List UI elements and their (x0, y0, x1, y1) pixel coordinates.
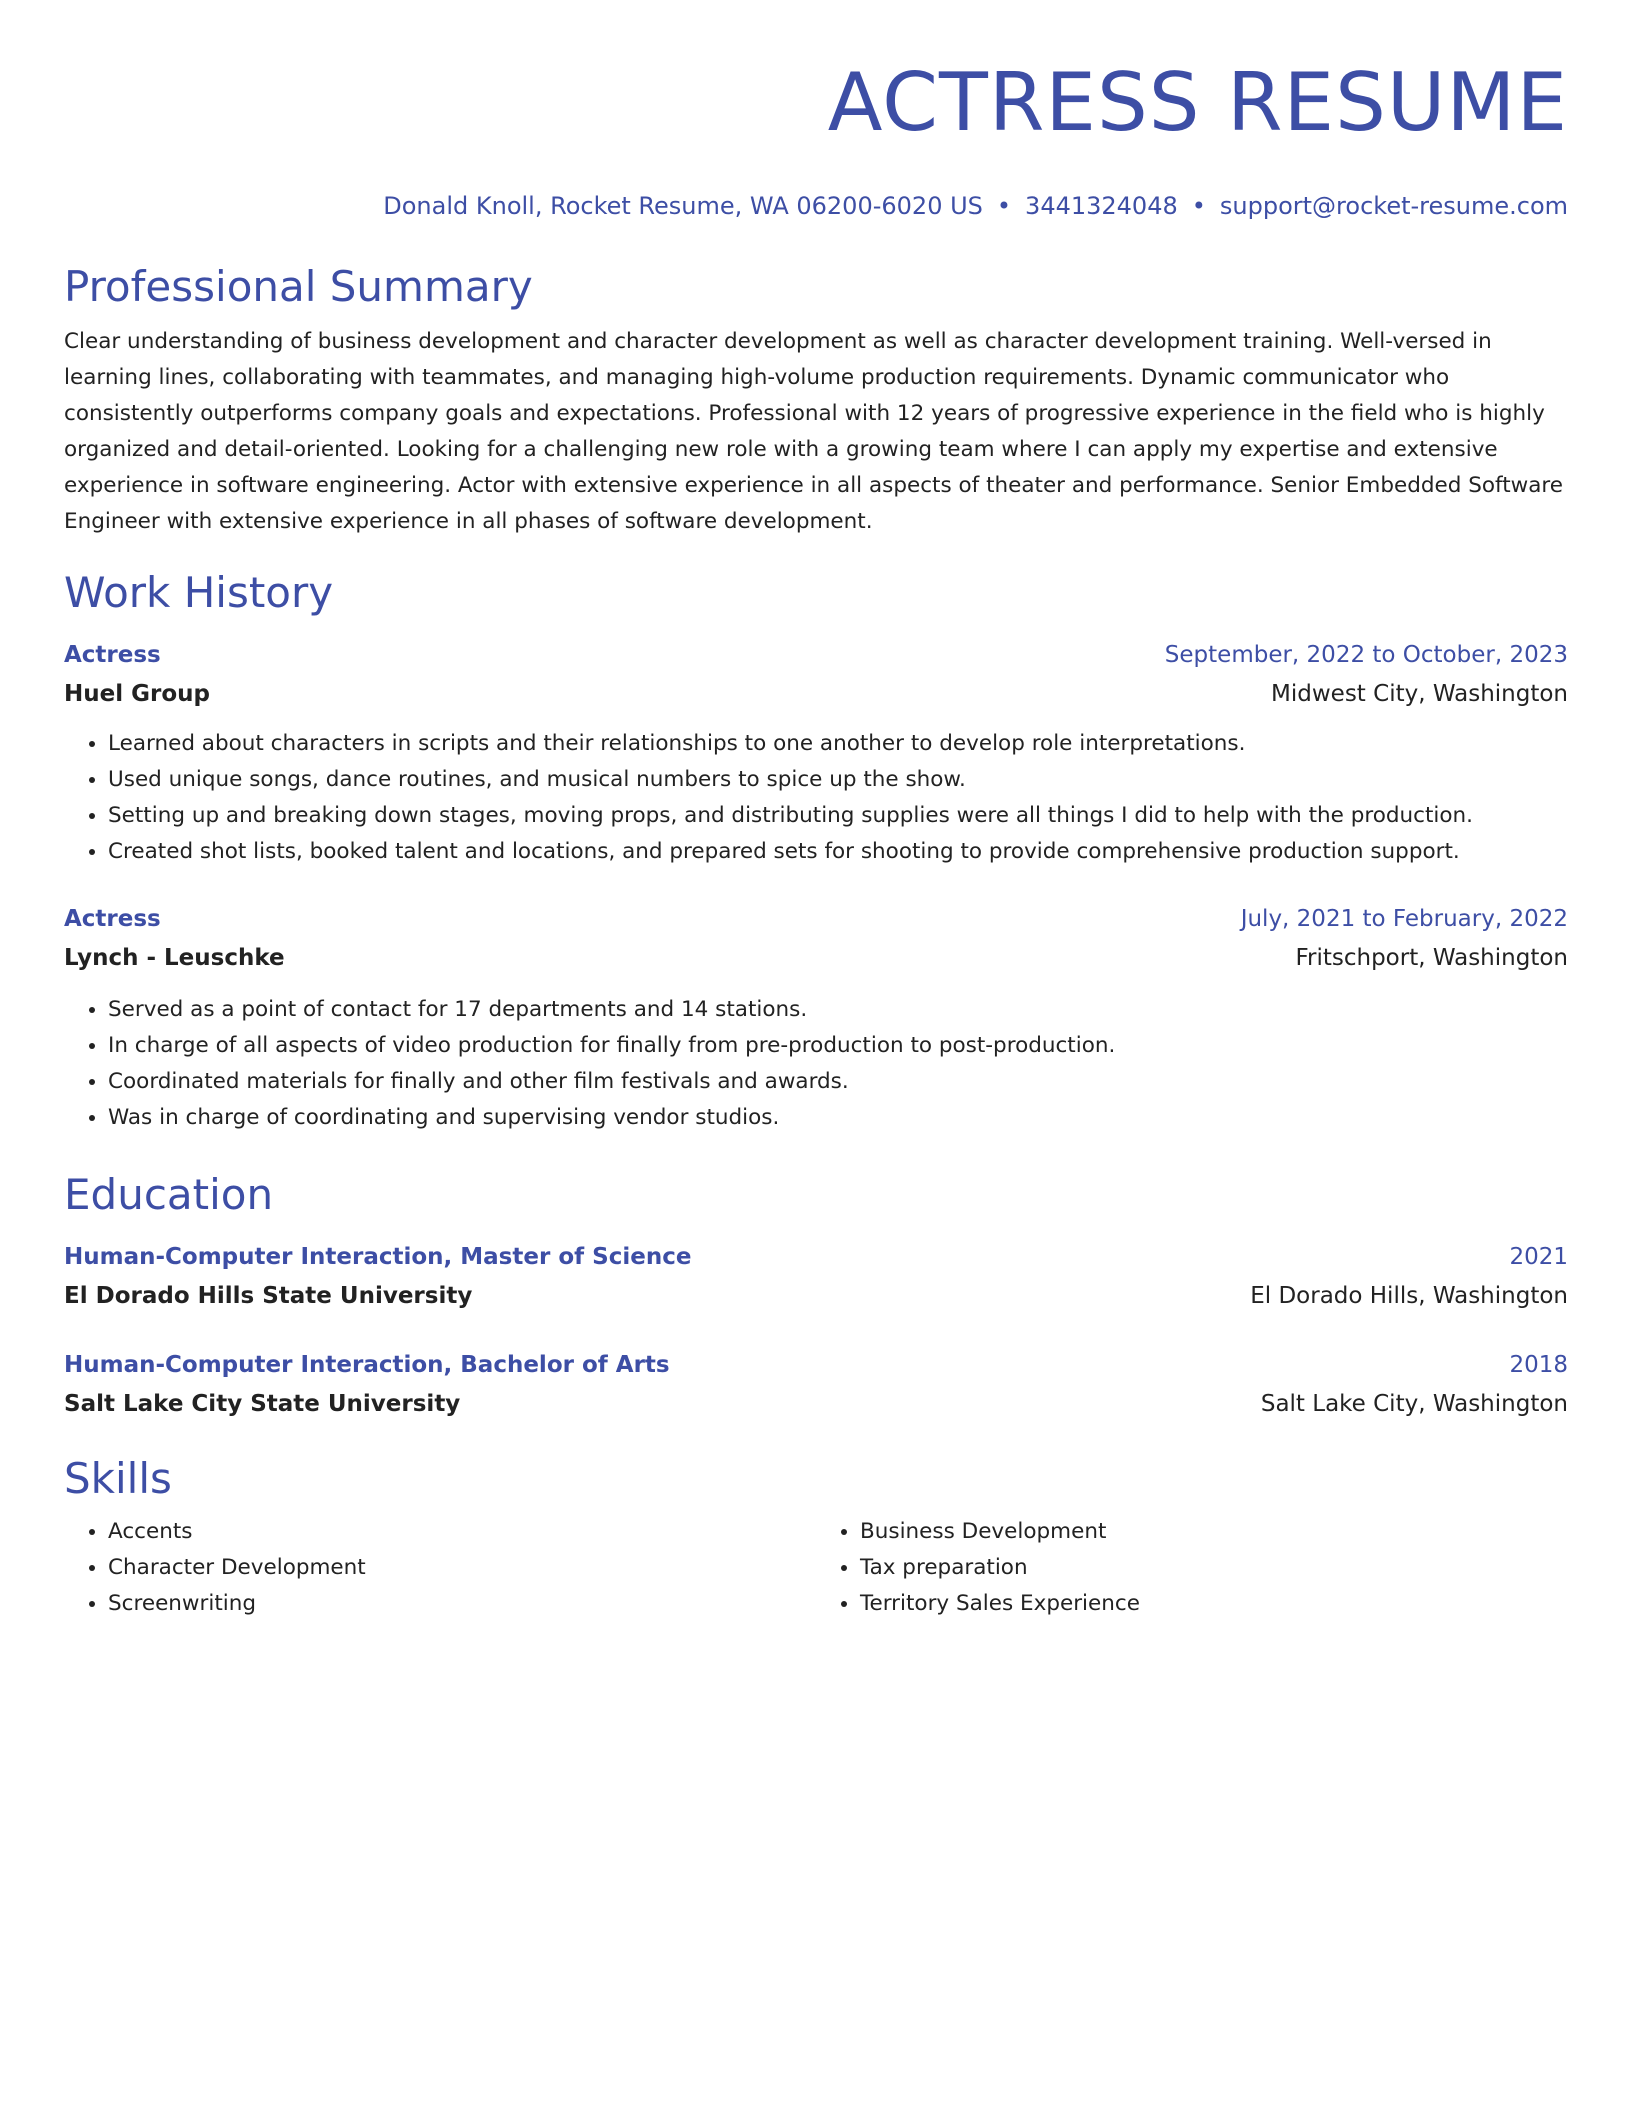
skills-heading: Skills (64, 1454, 172, 1503)
job-company: Lynch - Leuschke (64, 945, 285, 971)
work-entry-subheader (64, 674, 1568, 714)
skill-item: • Character Development (108, 1550, 816, 1586)
education-location: El Dorado Hills, Washington (1250, 1283, 1568, 1309)
education-entry-subheader (64, 1276, 1568, 1316)
job-bullet: • Created shot lists, booked talent and locations, and prepared sets for shooting to provide comprehensive production support. (108, 834, 1568, 870)
contact-email: support@rocket-resume.com (1219, 192, 1568, 220)
education-entry (64, 1346, 1568, 1424)
skill-item: • Territory Sales Experience (860, 1586, 1568, 1622)
job-location: Midwest City, Washington (1271, 681, 1568, 707)
job-bullet: • Coordinated materials for finally and other film festivals and awards. (108, 1064, 1568, 1100)
job-bullet: • Learned about characters in scripts and their relationships to one another to develop role interpretations. (108, 726, 1568, 762)
contact-line (64, 190, 1568, 222)
skills-list (64, 1514, 1568, 1622)
summary-heading: Professional Summary (64, 262, 533, 311)
education-entry-header (64, 1238, 1568, 1276)
job-role: Actress (64, 906, 161, 932)
contact-phone: 3441324048 (1025, 192, 1178, 220)
job-dates: September, 2022 to October, 2023 (1164, 642, 1568, 668)
contact-separator: • (996, 192, 1012, 220)
job-bullet: • Was in charge of coordinating and supervising vendor studios. (108, 1100, 1568, 1136)
work-entry-subheader (64, 938, 1568, 978)
contact-separator: • (1191, 192, 1206, 220)
education-entry-header (64, 1346, 1568, 1384)
job-bullets (64, 992, 1568, 1136)
skill-item: • Accents (108, 1514, 816, 1550)
skill-item: • Screenwriting (108, 1586, 816, 1622)
education-school: Salt Lake City State University (64, 1391, 461, 1417)
job-company: Huel Group (64, 681, 210, 707)
education-entry (64, 1238, 1568, 1316)
resume-title: ACTRESS RESUME (827, 56, 1568, 149)
education-heading: Education (64, 1170, 274, 1219)
skill-item: • Business Development (860, 1514, 1568, 1550)
education-degree: Human-Computer Interaction, Master of Science (64, 1244, 692, 1270)
work-entry (64, 900, 1568, 1136)
education-year: 2018 (1509, 1352, 1568, 1378)
job-bullets (64, 726, 1568, 870)
job-role: Actress (64, 642, 161, 668)
job-dates: July, 2021 to February, 2022 (1240, 906, 1568, 932)
work-entry-header (64, 900, 1568, 938)
work-entry (64, 636, 1568, 870)
work-entry-header (64, 636, 1568, 674)
skills-column-right (816, 1514, 1568, 1622)
education-school: El Dorado Hills State University (64, 1283, 473, 1309)
job-bullet: • Served as a point of contact for 17 departments and 14 stations. (108, 992, 1568, 1028)
skill-item: • Tax preparation (860, 1550, 1568, 1586)
education-degree: Human-Computer Interaction, Bachelor of Arts (64, 1352, 670, 1378)
education-entry-subheader (64, 1384, 1568, 1424)
work-history-heading: Work History (64, 568, 334, 617)
job-bullet: • Setting up and breaking down stages, moving props, and distributing supplies were all things I did to help with the production. (108, 798, 1568, 834)
education-location: Salt Lake City, Washington (1260, 1391, 1568, 1417)
job-bullet: • In charge of all aspects of video production for finally from pre-production to post-production. (108, 1028, 1568, 1064)
skills-column-left (64, 1514, 816, 1622)
summary-text: Clear understanding of business development and character development as well as character development training. Well-versed in learning lines, collaborating with teammates, and managing high-volume production requirements. Dynamic communicator who consistently outperforms company goals and expectations. Professional with 12 years of progressive experience in the field who is highly organized and detail-oriented. Looking for a challenging new role with a growing team where I can apply my expertise and extensive experience in software engineering. Actor with extensive experience in all aspects of theater and performance. Senior Embedded Software Engineer with extensive experience in all phases of software development. (64, 329, 1563, 534)
education-year: 2021 (1509, 1244, 1568, 1270)
job-bullet: • Used unique songs, dance routines, and musical numbers to spice up the show. (108, 762, 1568, 798)
contact-address: Donald Knoll, Rocket Resume, WA 06200-6020 US (383, 192, 983, 220)
job-location: Fritschport, Washington (1295, 945, 1568, 971)
